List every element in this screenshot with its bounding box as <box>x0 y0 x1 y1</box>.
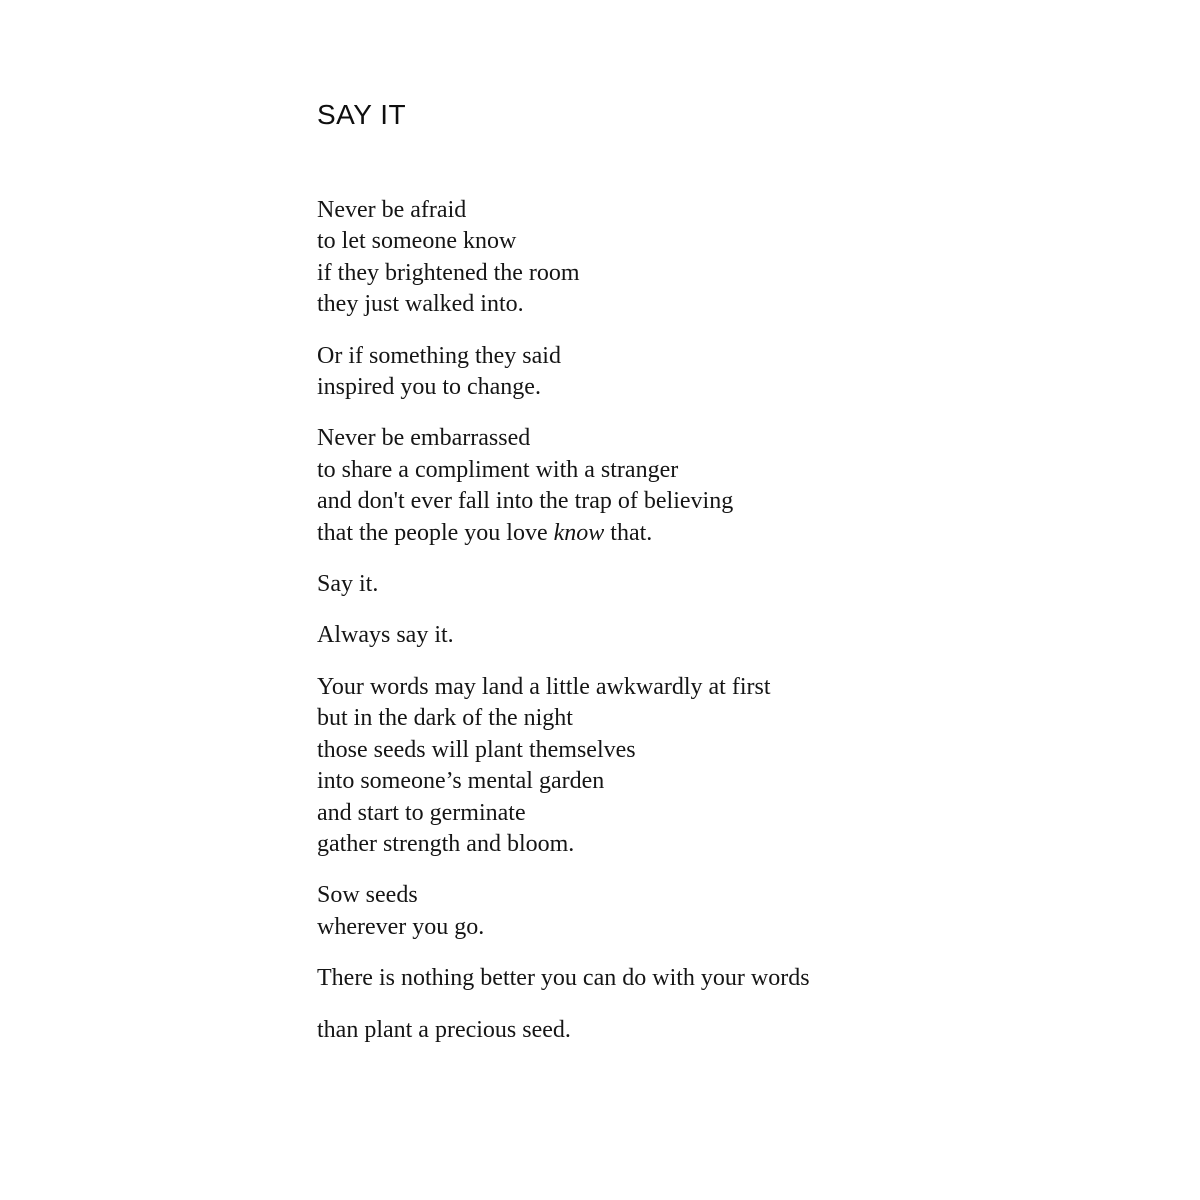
poem-body <box>317 195 1137 1046</box>
poem-line: Sow seeds <box>317 882 418 909</box>
stanza-4 <box>317 569 1137 600</box>
poem-line: to let someone know <box>317 228 517 255</box>
poem-line: Your words may land a little awkwardly at first <box>317 673 771 700</box>
stanza-6 <box>317 672 1137 860</box>
poem-line: and start to germinate <box>317 799 526 826</box>
poem-line: into someone’s mental garden <box>317 768 605 795</box>
poem-line: Say it. <box>317 571 379 598</box>
poem-page <box>317 97 1137 1066</box>
poem-line: they just walked into. <box>317 291 524 318</box>
poem-line: Or if something they said <box>317 342 561 369</box>
poem-line-with-emphasis <box>317 518 1137 549</box>
poem-title: SAY IT <box>317 99 407 130</box>
poem-line: gather strength and bloom. <box>317 830 575 857</box>
stanza-9 <box>317 1015 1137 1046</box>
stanza-8 <box>317 963 1137 994</box>
poem-line: Never be embarrassed <box>317 425 531 452</box>
stanza-3 <box>317 423 1137 549</box>
poem-line: wherever you go. <box>317 913 485 940</box>
stanza-5 <box>317 620 1137 651</box>
line-text-before: that the people you love <box>317 519 554 546</box>
poem-line: but in the dark of the night <box>317 705 573 732</box>
poem-line: to share a compliment with a stranger <box>317 456 679 483</box>
stanza-1 <box>317 195 1137 321</box>
poem-line: Never be afraid <box>317 197 467 223</box>
stanza-2 <box>317 341 1137 404</box>
line-text-after: that. <box>604 519 653 546</box>
poem-line: Always say it. <box>317 622 454 649</box>
poem-line: those seeds will plant themselves <box>317 736 636 763</box>
poem-line: and don't ever fall into the trap of believing <box>317 488 734 515</box>
emphasized-word: know <box>553 519 605 546</box>
stanza-7 <box>317 880 1137 943</box>
poem-line: inspired you to change. <box>317 374 541 401</box>
poem-line: if they brightened the room <box>317 259 580 286</box>
poem-line: There is nothing better you can do with your words <box>317 965 810 992</box>
poem-line: than plant a precious seed. <box>317 1016 571 1043</box>
